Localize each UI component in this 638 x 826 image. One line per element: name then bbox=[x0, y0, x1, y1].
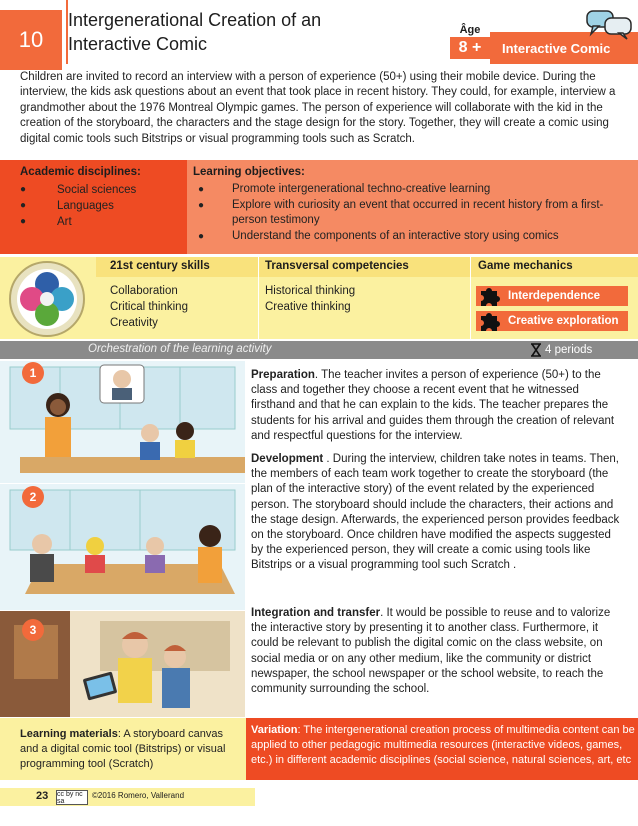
puzzle-icon bbox=[478, 285, 500, 307]
academic-title: Academic disciplines: bbox=[20, 166, 141, 178]
skills-title: 21st century skills bbox=[110, 260, 210, 272]
activity-number: 10 bbox=[0, 10, 62, 70]
list-item: ● Explore with curiosity an event that occurred in recent history from a first-person testimony bbox=[198, 198, 618, 229]
hourglass-icon bbox=[530, 343, 542, 357]
step-badge: 3 bbox=[22, 619, 44, 641]
step-badge: 2 bbox=[22, 486, 44, 508]
skill-item: Collaboration bbox=[110, 285, 178, 297]
orchestration-bar bbox=[0, 341, 638, 359]
variation-line-1: : The intergenerational creation process of multimedia content can be bbox=[297, 724, 635, 736]
age-box bbox=[450, 24, 490, 64]
academic-list bbox=[20, 182, 136, 230]
mechanic-badge: Creative exploration bbox=[476, 311, 628, 331]
integration-paragraph bbox=[251, 606, 621, 697]
transversal-title: Transversal competencies bbox=[265, 260, 409, 272]
list-item: ● Promote intergenerational techno-creative learning bbox=[198, 182, 618, 198]
age-label: Âge bbox=[459, 24, 481, 36]
development-text: . During the interview, children take notes in teams. Then, the members of each team work together to create the storyboard (the plan of the interactive story) of the event related by the experienced person. The storyboard should include the characters, their actions and the stage design. Afterwards, the experienced person provides feedback on the storyboard. Once children have modified the aspects suggested by the experienced person, they will create a comic using tools like Bitstrips or a visual programming tool such Scratch . bbox=[251, 453, 620, 572]
puzzle-icon bbox=[478, 310, 500, 332]
variation-label: Variation bbox=[251, 724, 298, 736]
variation-text bbox=[251, 723, 638, 768]
step-badge: 1 bbox=[22, 362, 44, 384]
periods-label: 4 periods bbox=[545, 344, 593, 356]
list-item: ● Art bbox=[20, 214, 136, 230]
list-item: ● Social sciences bbox=[20, 182, 136, 198]
transversal-item: Creative thinking bbox=[265, 301, 351, 313]
page-title bbox=[68, 8, 398, 56]
development-paragraph bbox=[251, 452, 621, 574]
materials-label: Learning materials bbox=[20, 728, 118, 740]
creative-commons-badge: cc by nc sa bbox=[56, 790, 88, 805]
materials-text bbox=[20, 727, 242, 772]
page-number: 23 bbox=[36, 790, 49, 802]
mechanics-title: Game mechanics bbox=[478, 260, 573, 272]
list-item: ● Understand the components of an interactive story using comics bbox=[198, 229, 618, 245]
category-label: Interactive Comic bbox=[490, 32, 638, 64]
column-divider bbox=[258, 257, 259, 339]
development-label: Development bbox=[251, 453, 324, 465]
variation-line-2: applied to other pedagogic multimedia resources (interactive videos, games, bbox=[251, 739, 623, 751]
objectives-title: Learning objectives: bbox=[193, 166, 305, 178]
copyright-text: ©2016 Romero, Vallerand bbox=[92, 791, 185, 800]
mechanic-badge: Interdependence bbox=[476, 286, 628, 306]
transversal-list bbox=[265, 283, 355, 315]
skills-list bbox=[110, 283, 188, 331]
age-value: 8 + bbox=[450, 37, 490, 59]
variation-line-3: etc.) in different academic disciplines (social science, natural sciences, art, etc bbox=[251, 754, 632, 766]
intro-paragraph: Children are invited to record an interview with a person of experience (50+) using their mobile device. During the interview, the kids ask questions about an event that took place in recent history. They could, for example, interview a grandmother about the 1976 Montreal Olympic games. The person of experience will collaborate with the kid in the creation of the storyboard, the characters and the stage design for the story. Together, they will create a comic using digital comic tools such Bitstrips or visual programming tools such as Scratch. bbox=[20, 71, 616, 145]
orchestration-label: Orchestration of the learning activity bbox=[88, 343, 272, 355]
transversal-item: Historical thinking bbox=[265, 285, 356, 297]
skill-item: Creativity bbox=[110, 317, 158, 329]
speech-bubbles-icon bbox=[585, 8, 633, 40]
skill-item: Critical thinking bbox=[110, 301, 188, 313]
competency-wheel-icon bbox=[4, 260, 90, 338]
objectives-list bbox=[198, 182, 618, 244]
integration-label: Integration and transfer bbox=[251, 607, 381, 619]
preparation-text: . The teacher invites a person of experience (50+) to the class and together they choose a recent event that he witnessed firsthand and that he can explain to the kids. The teacher prepares the students for his arrival and guides them through the creation of relevant and respectful questions for the interview. bbox=[251, 369, 615, 442]
title-line-1: Intergenerational Creation of an bbox=[68, 10, 322, 30]
title-line-2: Interactive Comic bbox=[68, 34, 208, 54]
integration-text: . It would be possible to reuse and to valorize the interactive story by presenting it to another class. Furthermore, it could be relevant to publish the digital comic on the class website, on social media or on any other medium, like the community or district newspaper, the school newspaper or the school website, to reach the community surrounding the school. bbox=[251, 607, 611, 696]
materials-body: : A storyboard canvas and a digital comic tool (Bitstrips) or visual programming tool (Scratch) bbox=[20, 728, 226, 770]
preparation-label: Preparation bbox=[251, 369, 315, 381]
list-item: ● Languages bbox=[20, 198, 136, 214]
column-divider bbox=[470, 257, 471, 339]
preparation-paragraph bbox=[251, 368, 621, 444]
